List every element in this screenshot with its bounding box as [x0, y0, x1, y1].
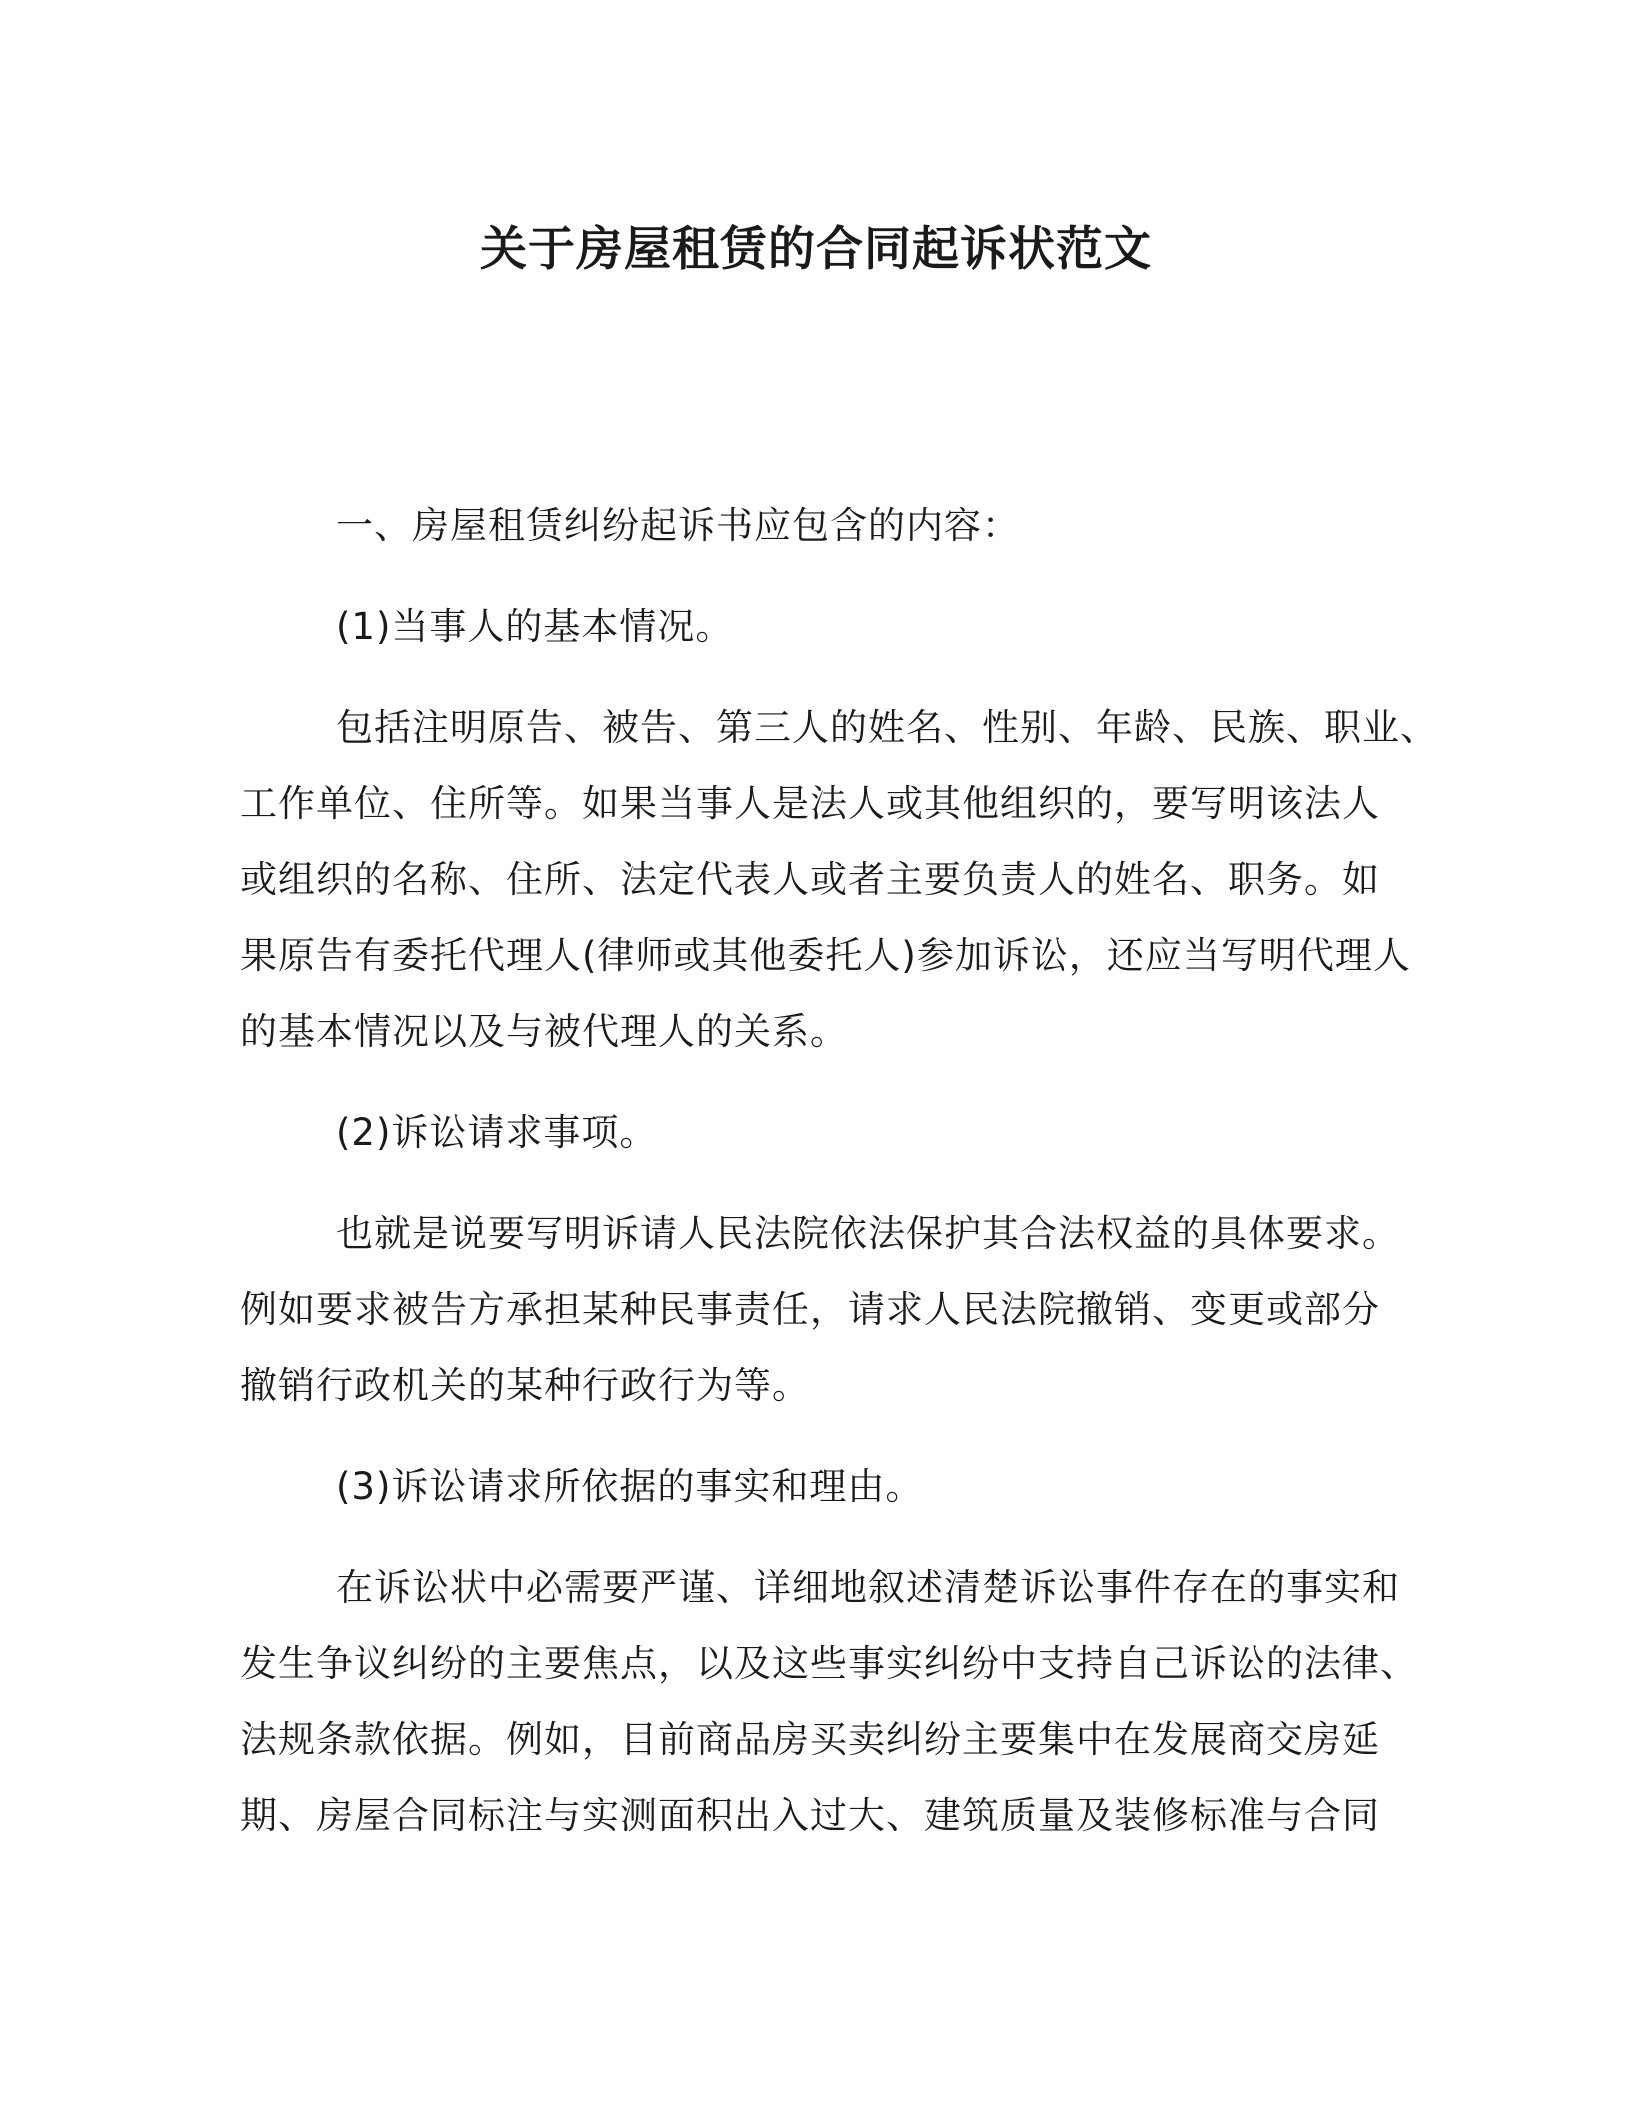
document-body [240, 488, 1438, 1879]
item1-body-line: 或组织的名称、住所、法定代表人或者主要负责人的姓名、职务。如 [240, 858, 1380, 901]
item2-body-line: 也就是说要写明诉请人民法院依法保护其合法权益的具体要求。 [336, 1212, 1400, 1255]
item1-body-line: 工作单位、住所等。如果当事人是法人或其他组织的，要写明该法人 [240, 782, 1380, 825]
item2-body-line: 撤销行政机关的某种行政行为等。 [240, 1364, 810, 1407]
item3-heading: (3)诉讼请求所依据的事实和理由。 [336, 1465, 924, 1508]
item2-body-line: 例如要求被告方承担某种民事责任，请求人民法院撤销、变更或部分 [240, 1288, 1380, 1331]
item1-body-line: 果原告有委托代理人(律师或其他委托人)参加诉讼，还应当写明代理人 [240, 934, 1411, 977]
item3-body [240, 1550, 1418, 1854]
item1-heading: (1)当事人的基本情况。 [336, 605, 734, 648]
document-title: 关于房屋租赁的合同起诉状范文 [480, 222, 1152, 277]
section-heading: 一、房屋租赁纠纷起诉书应包含的内容： [336, 504, 1020, 547]
item3-body-line: 发生争议纠纷的主要焦点，以及这些事实纠纷中支持自己诉讼的法律、 [240, 1642, 1418, 1685]
item3-body-line: 法规条款依据。例如，目前商品房买卖纠纷主要集中在发展商交房延 [240, 1718, 1380, 1761]
item2-heading: (2)诉讼请求事项。 [336, 1111, 658, 1154]
item3-body-line: 期、房屋合同标注与实测面积出入过大、建筑质量及装修标准与合同 [240, 1794, 1380, 1837]
item1-body-line: 包括注明原告、被告、第三人的姓名、性别、年龄、民族、职业、 [336, 706, 1438, 749]
item1-body [240, 690, 1438, 1070]
item1-body-line: 的基本情况以及与被代理人的关系。 [240, 1010, 848, 1053]
item3-body-line: 在诉讼状中必需要严谨、详细地叙述清楚诉讼事件存在的事实和 [336, 1566, 1400, 1609]
item2-body [240, 1196, 1400, 1424]
